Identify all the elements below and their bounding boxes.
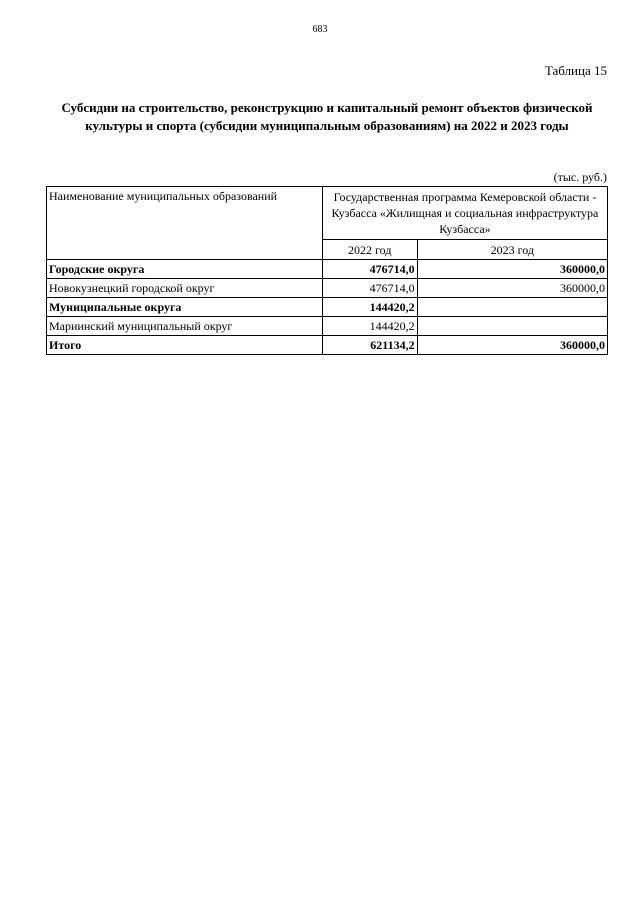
row-name: Мариинский муниципальный округ [47,317,323,336]
page-number: 683 [312,24,328,35]
table-row-urban-districts [47,260,608,279]
header-year-2023: 2023 год [417,240,607,260]
header-municipality-name: Наименование муниципальных образований [47,187,323,260]
row-value-2022: 476714,0 [322,279,417,298]
row-value-2022: 621134,2 [322,336,417,355]
row-name: Муниципальные округа [47,298,323,317]
row-name: Итого [47,336,323,355]
header-year-2022: 2022 год [322,240,417,260]
table-row-total [47,336,608,355]
subsidies-table [46,186,608,355]
document-title: Субсидии на строительство, реконструкцию и капитальный ремонт объектов физической культуры и спорта (субсидии муниципальным образованиям) на 2022 и 2023 годы [61,100,593,133]
table-row-novokuznetsk [47,279,608,298]
row-name: Городские округа [47,260,323,279]
table-header-row [47,187,608,240]
row-value-2022: 476714,0 [322,260,417,279]
row-name: Новокузнецкий городской округ [47,279,323,298]
row-value-2023 [417,298,607,317]
table-row-municipal-districts [47,298,608,317]
row-value-2022: 144420,2 [322,298,417,317]
table-row-mariinsky [47,317,608,336]
table-label: Таблица 15 [544,63,607,78]
row-value-2022: 144420,2 [322,317,417,336]
unit-note: (тыс. руб.) [553,170,607,184]
row-value-2023: 360000,0 [417,260,607,279]
row-value-2023: 360000,0 [417,279,607,298]
header-state-program: Государственная программа Кемеровской области - Кузбасса «Жилищная и социальная инфраструктура Кузбасса» [322,187,607,240]
row-value-2023 [417,317,607,336]
row-value-2023: 360000,0 [417,336,607,355]
